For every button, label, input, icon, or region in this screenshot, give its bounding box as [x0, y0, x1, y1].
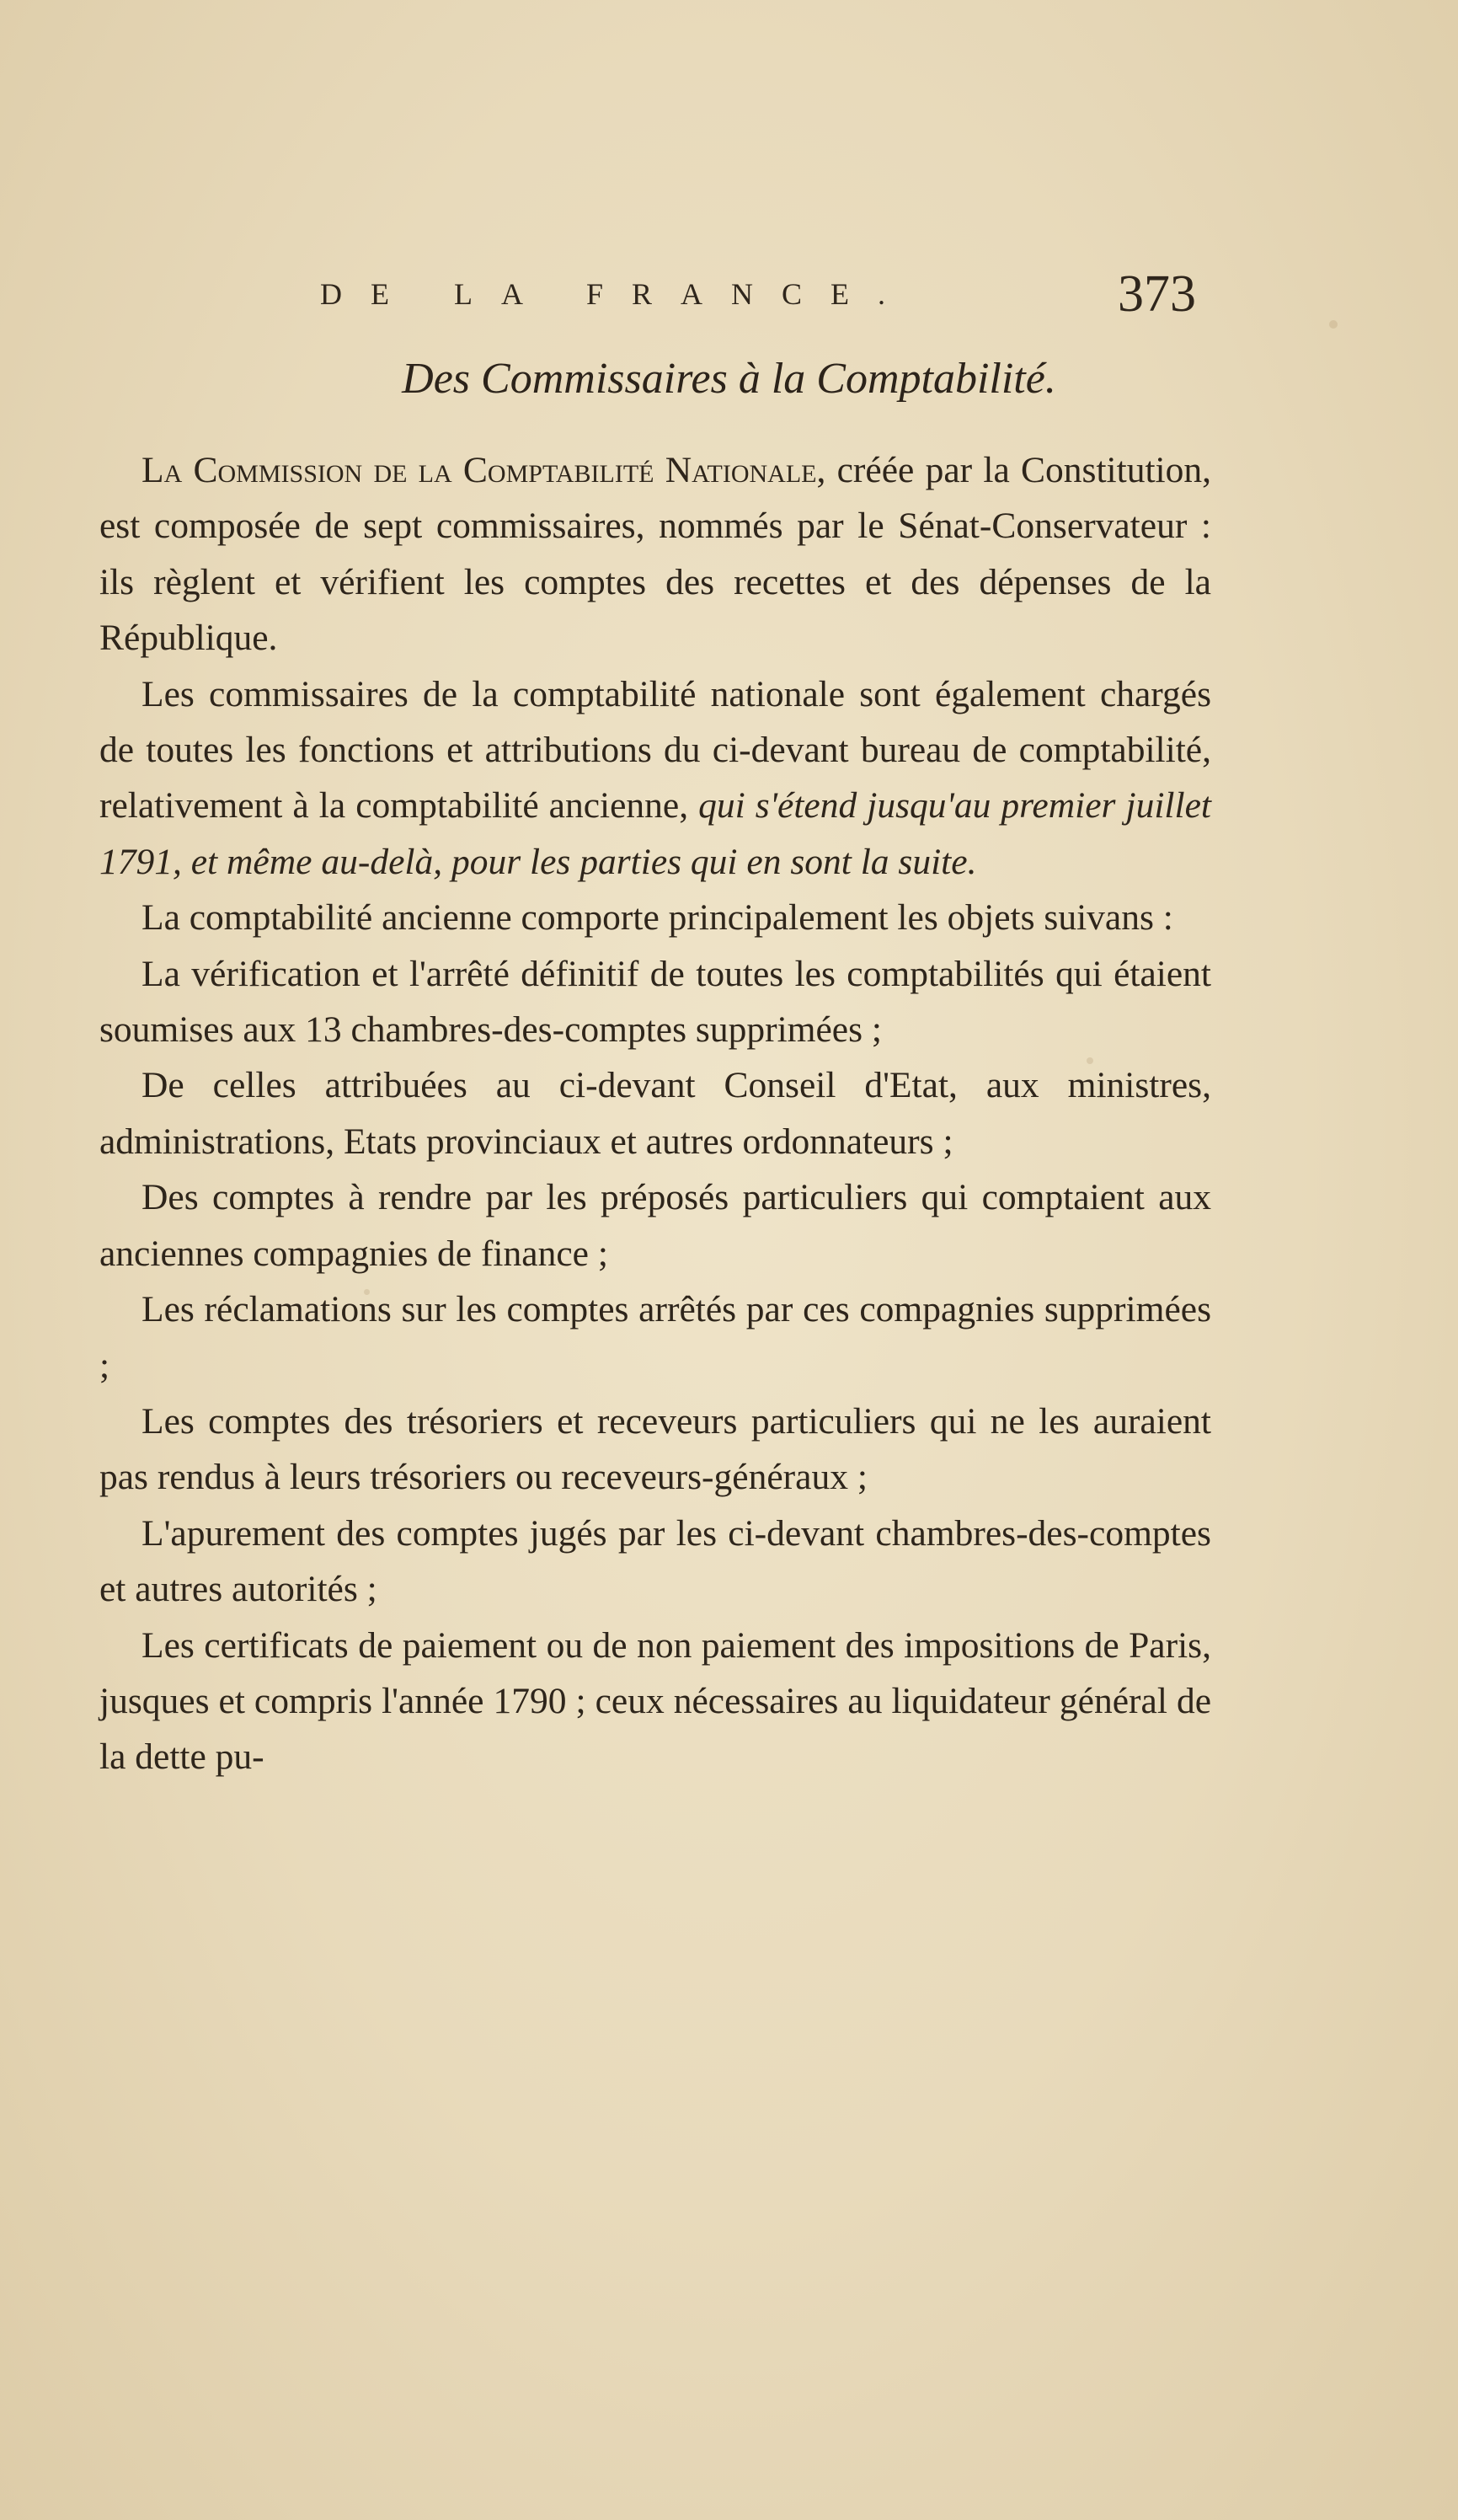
- paragraph: La comptabilité ancienne comporte principalement les objets suivans :: [142, 897, 1173, 939]
- paragraph: L'apurement des comptes jugés par les ci-devant chambres-des-comptes et autres autorités ;: [99, 1512, 1211, 1610]
- paragraph-italic-text: qui s'étend jusqu'au premier juillet 1791, et même au-delà, pour les parties qui en sont la suite.: [99, 785, 1211, 882]
- paragraph-lead: La Commission de la Comptabilité Nationale: [142, 450, 817, 490]
- paragraph: De celles attribuées au ci-devant Conseil d'Etat, aux ministres, administrations, Etats provinciaux et autres ordonnateurs ;: [99, 1065, 1211, 1162]
- paragraph: Les comptes des trésoriers et receveurs particuliers qui ne les auraient pas rendus à leurs trésoriers ou receveurs-généraux ;: [99, 1400, 1211, 1498]
- page-number: 373: [1118, 265, 1196, 323]
- paragraph: Des comptes à rendre par les préposés particuliers qui comptaient aux anciennes compagnies de finance ;: [99, 1177, 1211, 1274]
- section-title: Des Commissaires à la Comptabilité.: [402, 355, 1056, 403]
- paragraph: La vérification et l'arrêté définitif de toutes les comptabilités qui étaient soumises aux 13 chambres-des-comptes supprimées ;: [99, 953, 1211, 1051]
- paragraph-text: Les commissaires de la comptabilité nationale sont également chargés de toutes les fonctions et attributions du ci-devant bureau de comptabilité, relativement à la comptabilité ancienne,: [99, 673, 1211, 827]
- paragraph: [99, 666, 1211, 891]
- page-header: [320, 265, 1196, 329]
- body-text: [99, 442, 1211, 1785]
- paragraph: Les réclamations sur les comptes arrêtés par ces compagnies supprimées ;: [99, 1289, 1211, 1386]
- paragraph: Les certificats de paiement ou de non paiement des impositions de Paris, jusques et compris l'année 1790 ; ceux nécessaires au liquidateur général de la dette pu-: [99, 1624, 1211, 1778]
- running-head: DE LA FRANCE.: [320, 277, 915, 311]
- paragraph: [99, 442, 1211, 666]
- foxing-spot: [1329, 320, 1338, 329]
- paragraph-text: , créée par la Constitution, est composée de sept commissaires, nommés par le Sénat-Conservateur : ils règlent et vérifient les comptes des recettes et des dépenses de la République.: [99, 450, 1212, 659]
